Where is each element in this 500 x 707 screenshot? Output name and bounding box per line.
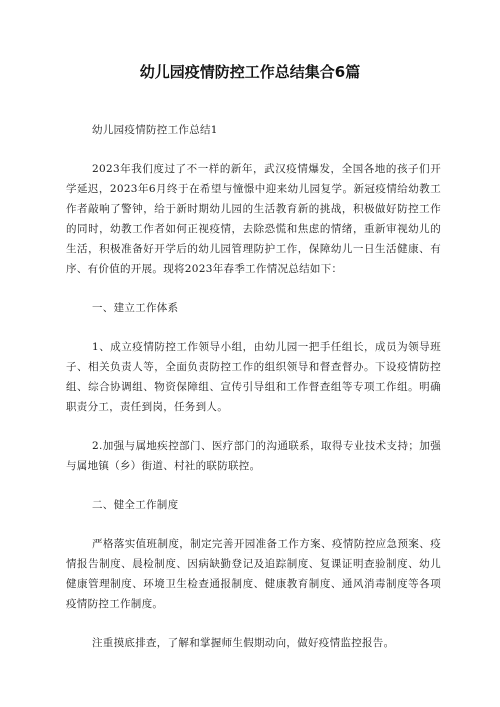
section-subtitle: 幼儿园疫情防控工作总结1 <box>92 124 218 136</box>
section-heading-system: 一、建立工作体系 <box>92 302 179 314</box>
section-heading-rules: 二、健全工作制度 <box>92 499 179 511</box>
paragraph-leadership-group: 1、成立疫情防控工作领导小组，由幼儿园一把手任组长，成员为领导班子、相关负责人等，全面负责防控工作的组织领导和督查督办。下设疫情防控组、综合协调组、物资保障组、宣传引导组和工作督查组等专项工作组。明确职责分工，责任到岗，任务到人。 <box>66 341 441 413</box>
paragraph-intro: 2023年我们度过了不一样的新年，武汉疫情爆发，全国各地的孩子们开学延迟，2023年6月终于在希望与憧憬中迎来幼儿园复学。新冠疫情给幼教工作者敲响了警钟，给于新时期幼儿园的生活教育新的挑战，积极做好防控工作的同时，幼教工作者如何正视疫情，去除恐慌和焦虑的情绪，重新审视幼儿的生活，积极准备好开学后的幼儿园管理防护工作，保障幼儿一日生活健康、有序、有价值的开展。现将2023年春季工作情况总结如下： <box>66 163 441 275</box>
paragraph-rules: 严格落实值班制度，制定完善开园准备工作方案、疫情防控应急预案、疫情报告制度、晨检制度、因病缺勤登记及追踪制度、复课证明查验制度、幼儿健康管理制度、环境卫生检查通报制度、健康教育制度、通风消毒制度等各项疫情防控工作制度。 <box>66 538 441 610</box>
document-body <box>66 120 441 672</box>
paragraph-liaison: 2.加强与属地疾控部门、医疗部门的沟通联系，取得专业技术支持；加强与属地镇（乡）街道、村社的联防联控。 <box>66 440 441 472</box>
paragraph-survey: 注重摸底排查，了解和掌握师生假期动向，做好疫情监控报告。 <box>92 637 395 649</box>
document-title: 幼儿园疫情防控工作总结集合6篇 <box>139 63 361 81</box>
